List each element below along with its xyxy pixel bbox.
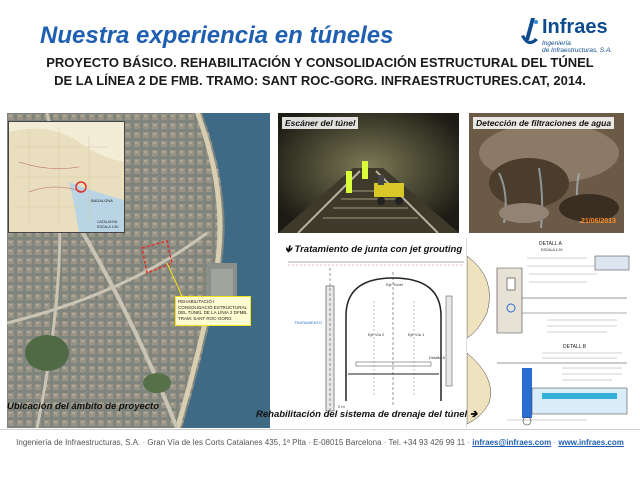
arrow-down-icon: 🡻: [285, 244, 292, 255]
inset-city-label: BADALONA: [91, 198, 113, 203]
arrow-right-icon: 🡺: [469, 409, 478, 420]
drawing-label: Eje Vía 2: [368, 332, 385, 337]
drainage-caption-text: Rehabilitación del sistema de drenaje del túnel: [256, 409, 468, 420]
callout-line: REHABILITACIÓ I CONSOLIDACIÓ ESTRUCTURAL: [178, 299, 248, 310]
drawing-label: Eje Túnel: [386, 282, 403, 287]
footer-address: Gran Vía de les Corts Catalanes 435, 1ª Plta · E-08015 Barcelona: [147, 438, 382, 447]
footer-web-link[interactable]: www.infraes.com: [558, 438, 624, 447]
drainage-detail-drawing: [466, 238, 633, 428]
drawing-label: 2 m: [338, 404, 345, 409]
drawing-label: Eje Vía 1: [408, 332, 425, 337]
map-caption: Ubicación del ámbito de proyecto: [7, 401, 160, 412]
logo-name: Infraes: [542, 16, 608, 38]
location-inset-map: [8, 121, 125, 233]
inset-region-label: CATALUNYA: [97, 220, 118, 224]
callout-line: DEL TÚNEL DE LA LÍNIA 2 DFMB.: [178, 310, 248, 315]
footer-divider: [0, 429, 640, 430]
project-title-line-2: DE LA LÍNEA 2 DE FMB. TRAMO: SANT ROC-GORG. INFRAESTRUCTURES.CAT, 2014.: [54, 73, 586, 88]
jet-grouting-drawing: [286, 256, 466, 416]
footer-email-link[interactable]: infraes@infraes.com: [472, 438, 552, 447]
project-title-line-1: PROYECTO BÁSICO. REHABILITACIÓN Y CONSOLIDACIÓN ESTRUCTURAL DEL TÚNEL: [46, 55, 594, 70]
detail-a-scale: ESCALA 1:20: [541, 248, 563, 252]
logo-tagline: de Infraestructuras, S.A.: [542, 47, 613, 54]
svg-text:TRATAMIENTO: TRATAMIENTO: [294, 320, 322, 325]
infraes-logo-icon: [518, 16, 540, 52]
drainage-caption: [256, 407, 478, 423]
page-footer: Ingeniería de Infraestructuras, S.A. · Gran Vía de les Corts Catalanes 435, 1ª Plta · E-08015 Barcelona · Tel. +34 93 426 99 11 · infraes@infraes.com · www.infraes.com: [16, 438, 624, 447]
photo-date: 21/06/2013: [580, 218, 616, 225]
water-filtration-photo: [469, 113, 624, 233]
jet-grouting-text: Tratamiento de junta con jet grouting: [294, 244, 463, 255]
footer-phone: Tel. +34 93 426 99 11: [388, 438, 466, 447]
detail-b-title: DETALL B: [563, 344, 587, 350]
detail-a-title: DETALL A: [539, 241, 562, 247]
inset-scale-label: ESCALA 1:50: [97, 225, 119, 229]
photo-label: Detección de filtraciones de agua: [473, 117, 614, 129]
footer-company: Ingeniería de Infraestructuras, S.A.: [16, 438, 141, 447]
drawing-label: Detalle A: [429, 355, 446, 360]
tunnel-scanner-photo: [278, 113, 459, 233]
logo-tagline: Ingeniería: [542, 40, 571, 47]
page-title: Nuestra experiencia en túneles: [40, 22, 394, 49]
callout-line: TRAM: SANT ROC-GORG: [178, 315, 232, 321]
project-callout: [175, 296, 251, 326]
photo-label: Escáner del túnel: [282, 117, 358, 129]
